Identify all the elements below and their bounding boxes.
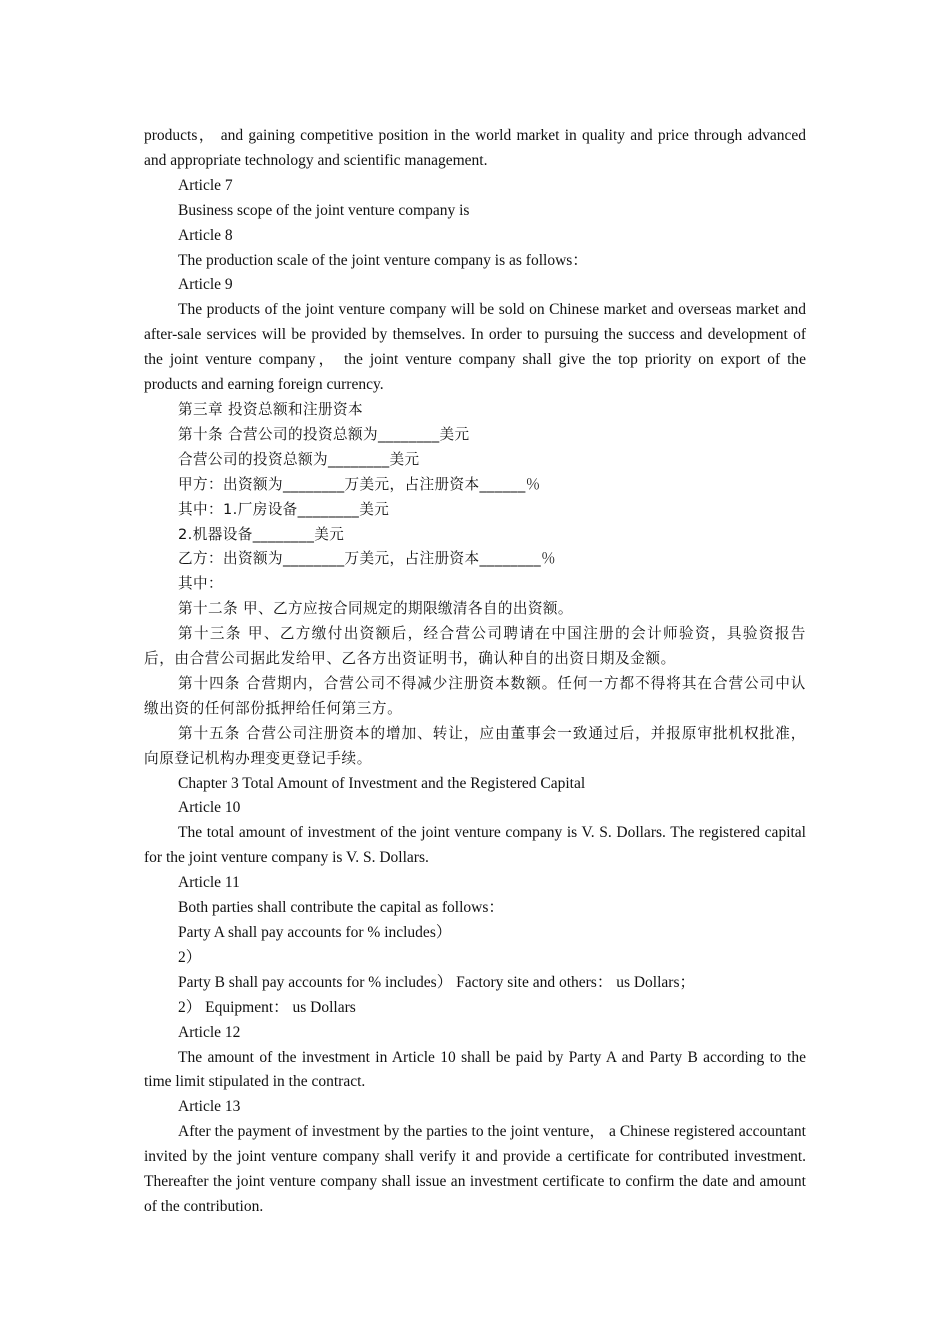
- party-a-item-2-cn: 2.机器设备________美元: [178, 525, 345, 543]
- chapter-3-heading: Chapter 3 Total Amount of Investment and the Registered Capital: [178, 774, 586, 792]
- party-b-items-cn: 其中：: [178, 575, 223, 593]
- party-b-contribution-cn: 乙方：出资额为________万美元，占注册资本________％: [178, 550, 557, 568]
- article-7-text: Business scope of the joint venture company is: [178, 201, 470, 219]
- article-13-cn: 第十三条 甲、乙方缴付出资额后，经合营公司聘请在中国注册的会计师验资，具验资报告后，由合营公司据此发给甲、乙各方出资证明书，确认种自的出资日期及金额。: [144, 625, 806, 668]
- article-12-heading: Article 12: [178, 1023, 241, 1041]
- article-9-heading: Article 9: [178, 276, 233, 294]
- party-b-item-2: 2） Equipment： us Dollars: [178, 998, 356, 1016]
- article-8-text: The production scale of the joint venture company is as follows：: [178, 251, 588, 269]
- paragraph-products-continued: products， and gaining competitive position in the world market in quality and price through advanced and appropriate technology and scientific management.: [144, 127, 806, 169]
- article-12-text: The amount of the investment in Article 10 shall be paid by Party A and Party B according to the time limit stipulated in the contract.: [144, 1048, 806, 1091]
- article-10-cn: 第十条 合营公司的投资总额为________美元: [178, 425, 470, 443]
- party-a-item-1-cn: 其中：1.厂房设备________美元: [178, 500, 390, 518]
- article-14-cn: 第十四条 合营期内，合营公司不得减少注册资本数额。任何一方都不得将其在合营公司中认缴出资的任何部份抵押给任何第三方。: [144, 674, 806, 717]
- party-a-contribution-cn: 甲方：出资额为________万美元，占注册资本______％: [178, 475, 541, 493]
- article-10-text: The total amount of investment of the joint venture company is V. S. Dollars. The registered capital for the joint venture company is V. S. Dollars.: [144, 824, 806, 867]
- document-page: [144, 124, 806, 1220]
- article-13-text: After the payment of investment by the parties to the joint venture， a Chinese registered accountant invited by the joint venture company shall verify it and provide a certificate for contributed investment. Thereafter the joint venture company shall issue an investment certificate to confirm the date and amount of the contribution.: [144, 1123, 806, 1215]
- article-7-heading: Article 7: [178, 176, 233, 194]
- article-12-cn: 第十二条 甲、乙方应按合同规定的期限缴清各自的出资额。: [178, 600, 573, 618]
- article-8-heading: Article 8: [178, 226, 233, 244]
- article-10-heading: Article 10: [178, 799, 241, 817]
- registered-capital-cn: 合营公司的投资总额为________美元: [178, 450, 420, 468]
- article-11-text: Both parties shall contribute the capital as follows：: [178, 899, 504, 917]
- party-a-contribution: Party A shall pay accounts for % includes）: [178, 924, 452, 941]
- article-11-heading: Article 11: [178, 874, 240, 892]
- article-13-heading: Article 13: [178, 1098, 241, 1116]
- article-9-text: The products of the joint venture company will be sold on Chinese market and overseas market and after-sale services will be provided by themselves. In order to pursuing the success and development of the joint venture company， the joint venture company shall give the top priority on export of the products and earning foreign currency.: [144, 301, 806, 394]
- party-b-contribution: Party B shall pay accounts for % includes） Factory site and others： us Dollars；: [178, 973, 695, 991]
- party-a-item-2: 2）: [178, 948, 202, 966]
- chapter-3-heading-cn: 第三章 投资总额和注册资本: [178, 400, 363, 418]
- article-15-cn: 第十五条 合营公司注册资本的增加、转让，应由董事会一致通过后，并报原审批机权批准，向原登记机构办理变更登记手续。: [144, 724, 806, 767]
